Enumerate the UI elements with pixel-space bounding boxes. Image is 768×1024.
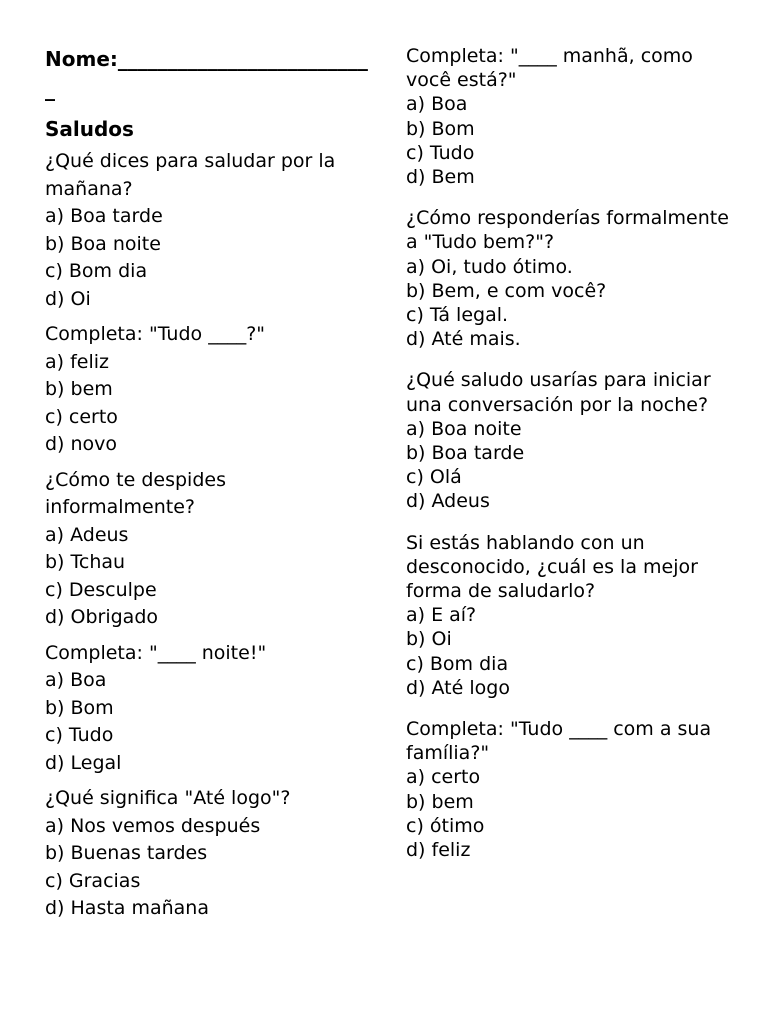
- option-b: b) Buenas tardes: [45, 842, 208, 864]
- option-d: d) Obrigado: [45, 606, 159, 628]
- option-b: b) Bom: [406, 117, 475, 140]
- option-a: a) feliz: [45, 350, 110, 373]
- option-a: a) Adeus: [45, 523, 129, 546]
- option-a: a) Boa: [45, 669, 107, 691]
- left-column: [45, 44, 375, 931]
- question-text: Completa: "____ manhã, como você está?": [406, 45, 693, 92]
- question-text: ¿Cómo te despides informalmente?: [45, 468, 226, 518]
- option-c: c) certo: [45, 405, 118, 428]
- option-c: c) ótimo: [406, 814, 485, 837]
- option-b: b) bem: [406, 790, 474, 813]
- option-d: d) Até mais.: [406, 328, 521, 351]
- option-c: c) Bom dia: [45, 260, 148, 282]
- option-c: c) Bom dia: [406, 652, 509, 675]
- question-text: Completa: "Tudo ____?": [45, 323, 266, 345]
- option-d: d) Até logo: [406, 676, 510, 699]
- question-text: Completa: "Tudo ____ com a sua família?": [406, 718, 712, 765]
- name-label: Nome:: [45, 47, 118, 71]
- option-c: c) Olá: [406, 466, 462, 489]
- option-a: a) Nos vemos después: [45, 814, 261, 837]
- option-a: a) Boa noite: [406, 417, 522, 440]
- worksheet-title: Saludos: [45, 117, 134, 141]
- option-d: d) Hasta mañana: [45, 897, 209, 919]
- question-block: [45, 148, 375, 313]
- option-d: d) Bem: [406, 166, 475, 189]
- option-d: d) feliz: [406, 839, 471, 862]
- option-b: b) Tchau: [45, 551, 126, 573]
- option-b: b) Boa noite: [45, 232, 161, 255]
- question-text: Si estás hablando con un desconocido, ¿cuál es la mejor forma de saludarlo?: [406, 531, 698, 603]
- option-b: b) Boa tarde: [406, 442, 525, 465]
- option-c: c) Desculpe: [45, 578, 157, 601]
- option-d: d) Legal: [45, 751, 122, 774]
- option-a: a) E aí?: [406, 604, 477, 627]
- option-b: b) Bem, e com você?: [406, 279, 607, 302]
- question-block: [45, 640, 375, 778]
- name-field: [45, 44, 375, 104]
- question-block: [45, 467, 375, 632]
- option-d: d) novo: [45, 433, 118, 455]
- question-text: ¿Qué significa "Até logo"?: [45, 787, 291, 809]
- right-column: [406, 44, 736, 879]
- option-c: c) Tudo: [45, 724, 114, 746]
- option-b: b) Bom: [45, 696, 114, 719]
- question-text: ¿Qué dices para saludar por la mañana?: [45, 150, 336, 200]
- question-text: Completa: "____ noite!": [45, 641, 267, 664]
- option-a: a) Boa tarde: [45, 205, 163, 227]
- option-c: c) Tá legal.: [406, 304, 509, 327]
- question-block: [45, 321, 375, 459]
- question-block: [406, 368, 736, 513]
- question-block: [406, 206, 736, 351]
- option-c: c) Tudo: [406, 141, 475, 164]
- option-b: b) Oi: [406, 628, 452, 651]
- option-c: c) Gracias: [45, 869, 141, 892]
- option-a: a) certo: [406, 766, 481, 789]
- option-a: a) Oi, tudo ótimo.: [406, 255, 573, 278]
- option-d: d) Adeus: [406, 490, 490, 513]
- option-d: d) Oi: [45, 287, 91, 310]
- question-text: ¿Cómo responderías formalmente a "Tudo bem?"?: [406, 207, 729, 254]
- option-a: a) Boa: [406, 93, 468, 116]
- question-text: ¿Qué saludo usarías para iniciar una conversación por la noche?: [406, 369, 711, 416]
- option-b: b) bem: [45, 378, 113, 400]
- question-block: [45, 785, 375, 923]
- question-block: [406, 531, 736, 700]
- question-block: [406, 44, 736, 189]
- name-blank: __________________________: [45, 47, 368, 101]
- question-block: [406, 717, 736, 862]
